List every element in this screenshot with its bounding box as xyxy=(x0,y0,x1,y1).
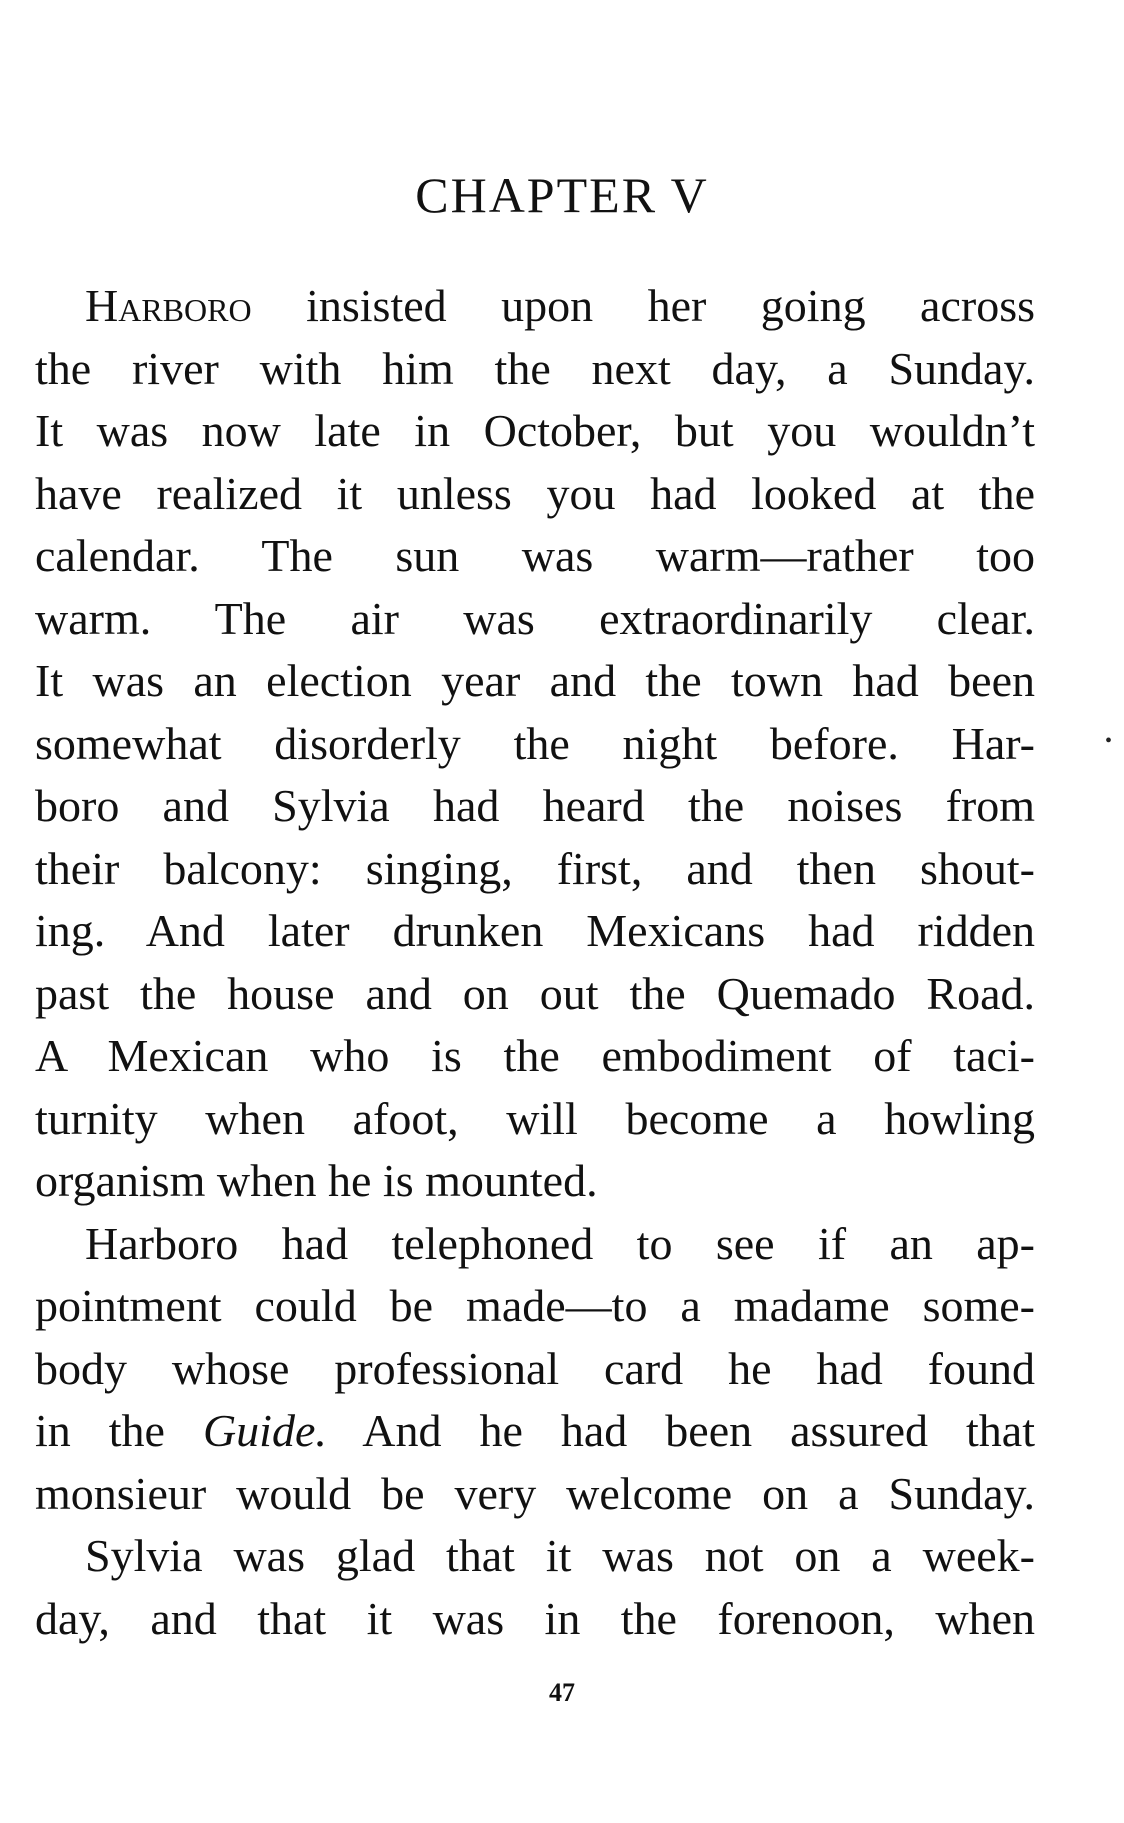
text-line: their balcony: singing, first, and then shout- xyxy=(35,842,1035,894)
print-speck: • xyxy=(1105,730,1113,752)
text-line: somewhat disorderly the night before. Har- xyxy=(35,717,1035,769)
text-line: Harboro insisted upon her going across xyxy=(85,280,1036,331)
text-line: Sylvia was glad that it was not on a week- xyxy=(85,1530,1035,1581)
text-line: in the Guide. And he had been assured that xyxy=(35,1405,1035,1456)
text-line: day, and that it was in the forenoon, when xyxy=(35,1592,1035,1644)
text-line: the river with him the next day, a Sunday. xyxy=(35,342,1035,394)
body-text xyxy=(35,275,1035,1650)
italic-title: Guide. xyxy=(202,1405,327,1456)
text-line: turnity when afoot, will become a howling xyxy=(35,1092,1035,1144)
text-line: warm. The air was extraordinarily clear. xyxy=(35,592,1035,644)
lead-word: Harboro xyxy=(85,280,252,331)
text-line: It was now late in October, but you wouldn’t xyxy=(35,405,1035,456)
text-line: organism when he is mounted. xyxy=(35,1155,598,1206)
chapter-heading: CHAPTER V xyxy=(415,167,709,223)
text-line: Harboro had telephoned to see if an ap- xyxy=(85,1217,1035,1269)
text-line: ing. And later drunken Mexicans had ridden xyxy=(35,905,1035,956)
page-number: 47 xyxy=(549,1678,575,1707)
text-line: past the house and on out the Quemado Road. xyxy=(35,967,1035,1019)
text-line: It was an election year and the town had been xyxy=(35,655,1035,706)
text-line: monsieur would be very welcome on a Sunday. xyxy=(35,1467,1035,1519)
text-line: pointment could be made—to a madame some- xyxy=(35,1280,1035,1331)
text-line: boro and Sylvia had heard the noises from xyxy=(35,780,1035,831)
text-line: have realized it unless you had looked at the xyxy=(35,467,1035,519)
text-line: calendar. The sun was warm—rather too xyxy=(35,530,1035,581)
text-line: A Mexican who is the embodiment of taci- xyxy=(35,1030,1035,1081)
text-line: body whose professional card he had found xyxy=(35,1342,1035,1394)
